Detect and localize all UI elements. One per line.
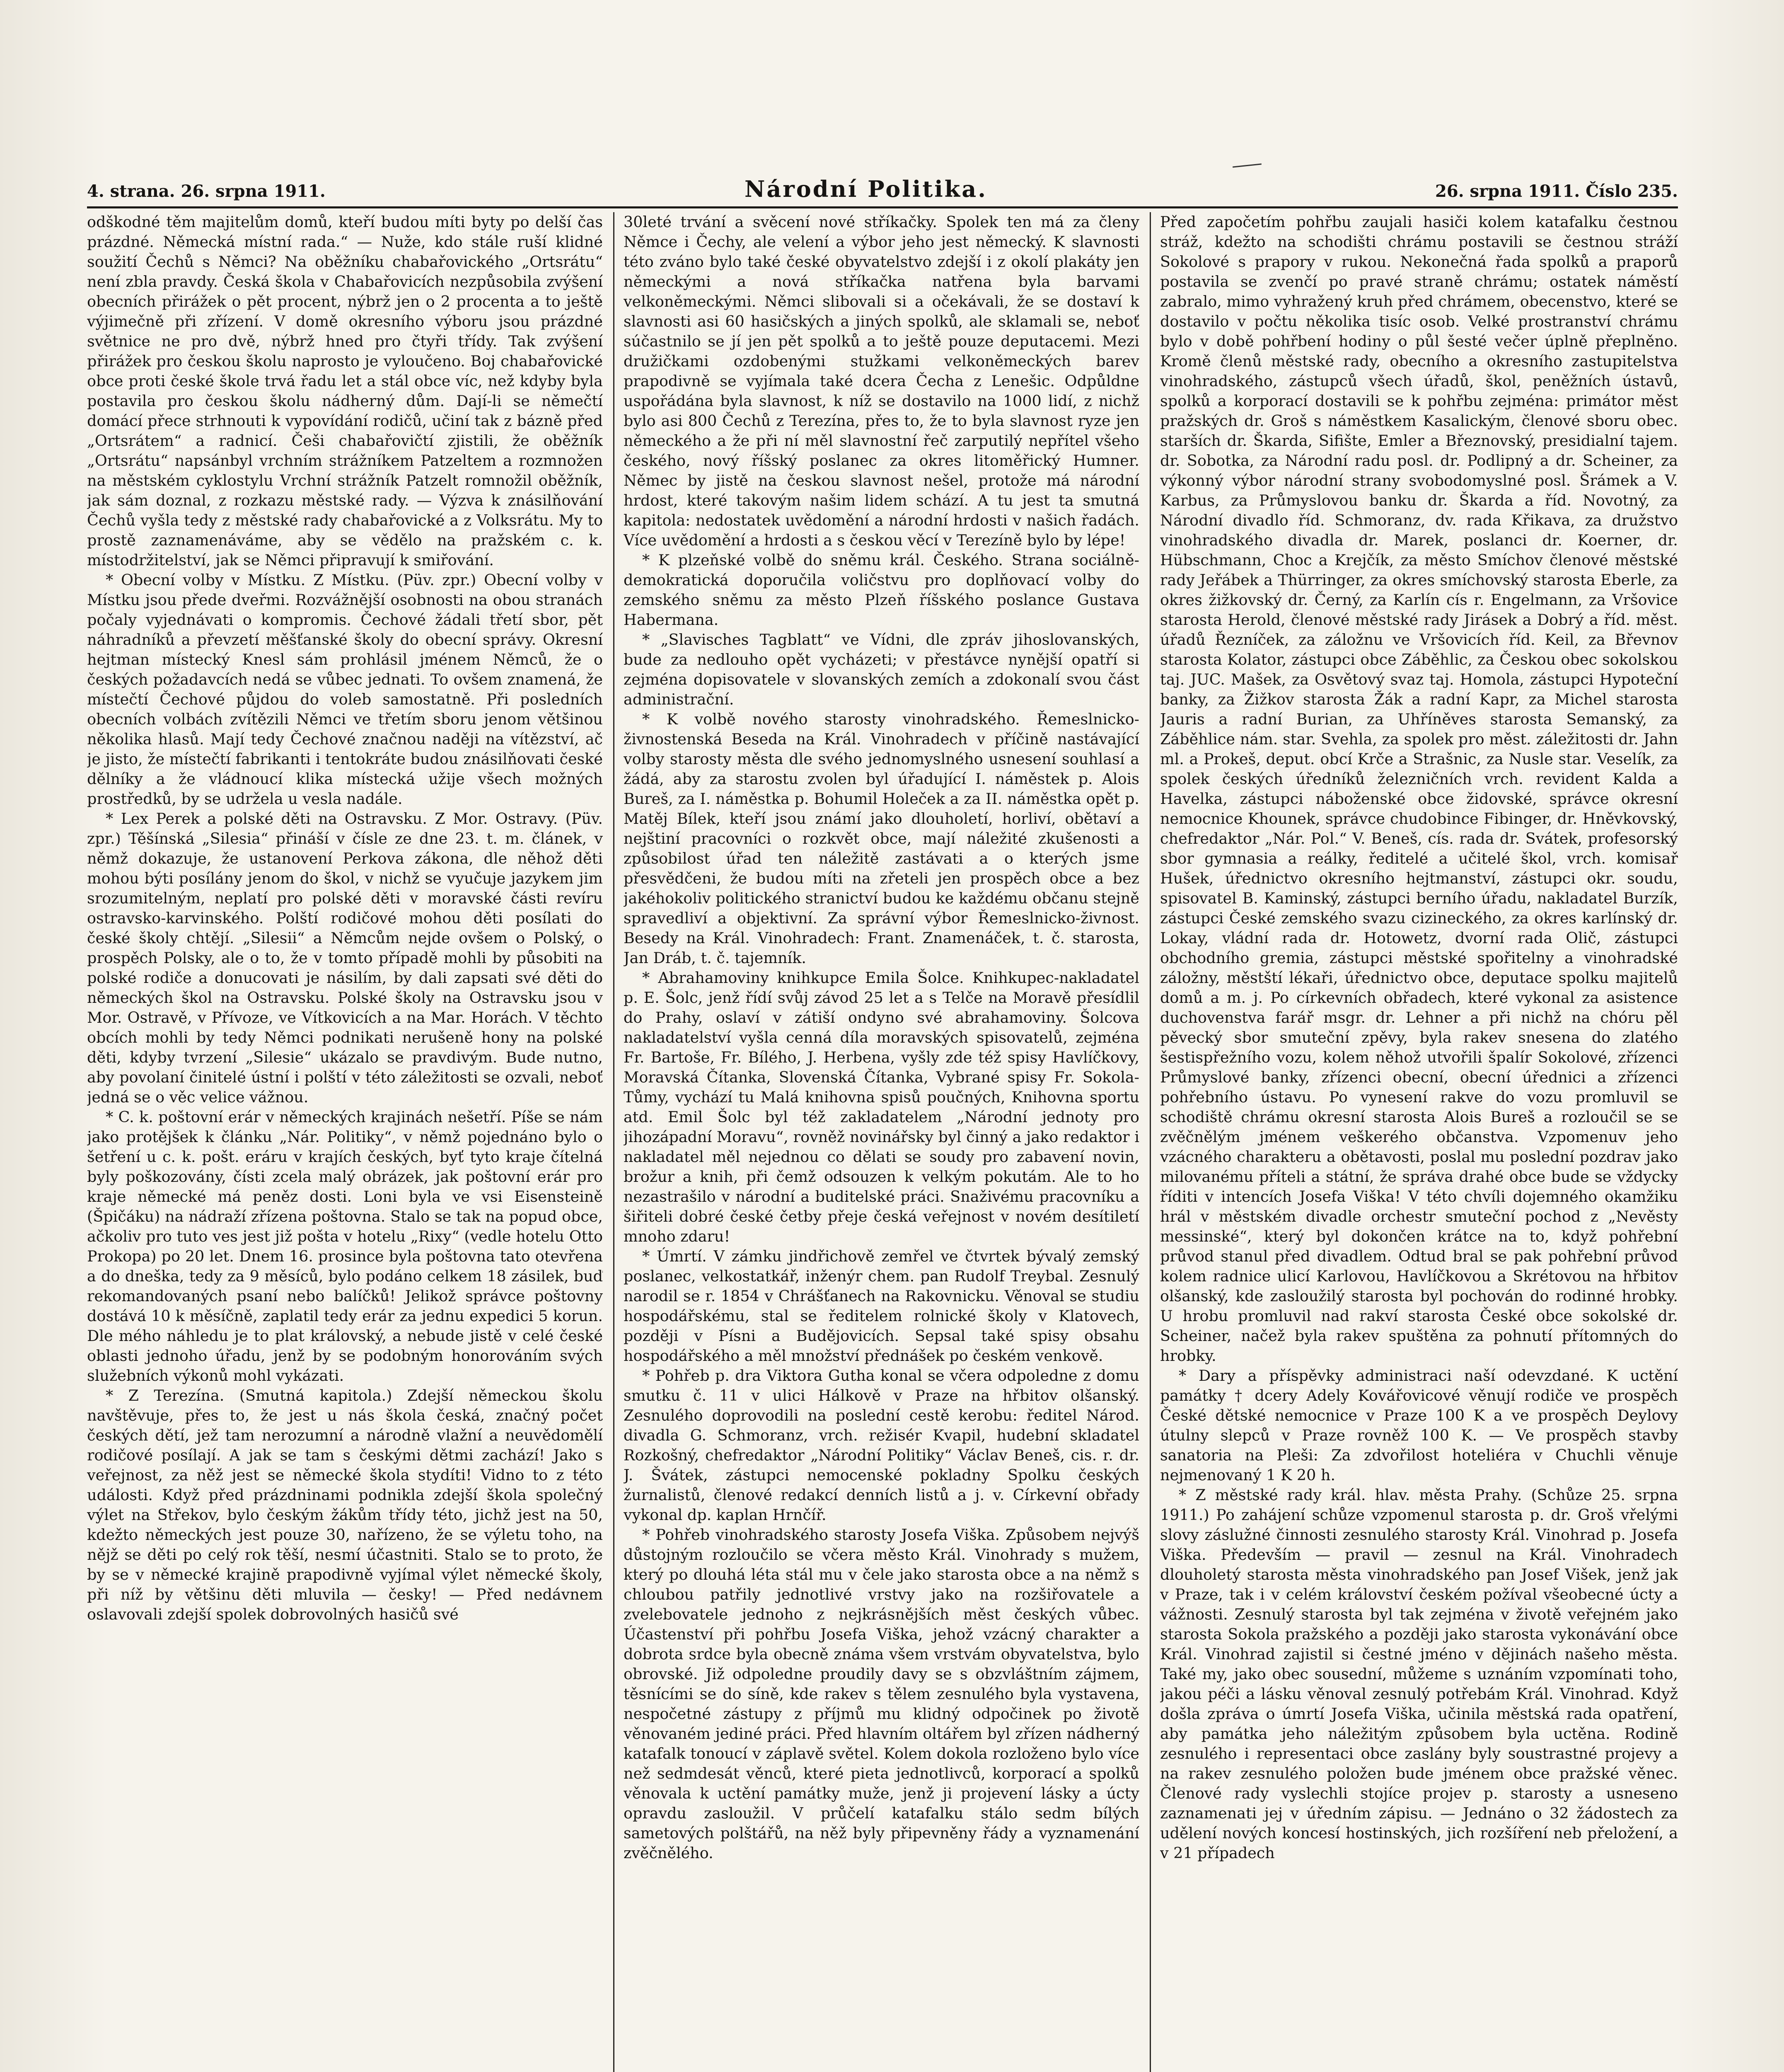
article-continued-pohreb: Před započetím pohřbu zaujali hasiči kolem katafalku čestnou stráž, kdežto na schodišti chrámu postavili se čestnou stráží Sokolové s prapory v rukou. Nekonečná řada spolků a praporů postavila se zvenčí po pravé straně chrámu; ostatek náměstí zabralo, mimo vyhražený kruh před chrámem, obecenstvo, které se dostavilo v počtu několika tisíc osob. Velké prostranství chrámu bylo v době pohřbení hodiny o půl šesté večer úplně přeplněno. Kromě členů městské rady, obecního a okresního zastupitelstva vinohradského, zástupců všech úřadů, škol, peněžních ústavů, spolků a korporací dostavili se k pohřbu zejména: primátor měst pražských dr. Groš s náměstkem Kasalickým, členové sboru obec. starších dr. Škarda, Sifište, Emler a Březnovský, presidialní tajem. dr. Sobotka, za Národní radu posl. dr. Podlipný a dr. Scheiner, za výkonný výbor národní strany svobodomyslné posl. Šrámek a V. Karbus, za Průmyslovou banku dr. Škarda a říd. Novotný, za Národní divadlo říd. Schmoranz, dv. rada Křikava, za družstvo vinohradského divadla dr. Marek, poslanci dr. Koerner, dr. Hübschmann, Choc a Krejčík, za město Smíchov členové městské rady Jeřábek a Thürringer, za okres smíchovský starosta Eberle, za okres žižkovský dr. Černý, za Karlín cís r. Engelmann, za Vršovice starosta Herold, členové městské rady Jirásek a Dobrý a říd. měst. úřadů Řezníček, za záložnu ve Vršovicích říd. Keil, za Břevnov starosta Kolator, zástupci obce Záběhlic, za Českou obec sokolskou taj. JUC. Mašek, za Osvětový svaz taj. Homola, zástupci Hypoteční banky, za Žižkov starosta Žák a radní Kapr, za Michel starosta Jauris a radní Burian, za Uhříněves starosta Semanský, za Záběhlice nám. star. Svehla, za spolek pro měst. záležitosti dr. Jahn ml. a Prokeš, deput. obcí Krče a Strašnic, za Nusle star. Veselík, za spolek českých úředníků železničních vrch. revident Kalda a Havelka, zástupci náboženské obce židovské, správce okresní nemocnice Khounek, správce chudobince Fibinger, dr. Hněvkovský, chefredaktor „Nár. Pol.“ V. Beneš, cís. rada dr. Svátek, profesorský sbor gymnasia a reálky, ředitelé a učitelé škol, vrch. komisař Hušek, úřednictvo okresního hejtmanství, zástupci okr. soudu, spisovatel B. Kaminský, zástupci berního úřadu, nakladatel Burzík, zástupci České zemského svazu cizineckého, za okres karlínský dr. Lokay, vládní rada dr. Hotowetz, dvorní rada Olič, zástupci obchodního gremia, zástupci městské spořitelny a vinohradské záložny, městští lékaři, úřednictvo obce, deputace spolku majitelů domů a m. j. Po církevních obřadech, které vykonal za asistence duchovenstva farář msgr. dr. Lehner a při nichž na chóru pěl pěvecký sbor smuteční zpěvy, byla rakev snesena do zlatého šestispřežního vozu, kolem něhož utvořili špalír Sokolové, zřízenci Průmyslové banky, zřízenci obecní, obecní úřednici a zřízenci pohřebního ústavu. Po vynesení rakve do vozu promluvil se schodiště chrámu okresní starosta Alois Bureš a rozloučil se se zvěčnělým jménem veškerého občanstva. Vzpomenuv jeho vzácného charakteru a obětavosti, poslal mu poslední pozdrav jako milovanému příteli a státní, že správa drahé obce bude se vždycky říditi v intencích Josefa Viška! V této chvíli dojemného okamžiku hrál v městském divadle orchestr smuteční pochod z „Nevěsty messinské“, který byl dokončen krátce na to, když pohřební průvod stanul před divadlem. Odtud bral se pak pohřební průvod kolem radnice ulicí Karlovou, Havlíčkovou a Skrétovou na hřbitov olšanský, kde zasloužilý starosta byl pochován do rodinné hrobky. U hrobu promluvil nad rakví starosta České obce sokolské dr. Scheiner, načež byla rakev spuštěna za pohnutí přítomných do hrobky. [1160,213,1678,1365]
header-rule [87,206,1678,208]
article-pohreb-visek: * Pohřeb vinohradského starosty Josefa Viška. Způsobem nejvýš důstojným rozloučilo se včera město Král. Vinohrady s mužem, který po dlouhá léta stál mu v čele jako starosta obce a na němž s chloubou patřily jednotlivé vrstvy jako na rozšiřovatele a zvelebovatele jednoho z nejkrásnějších měst českých vůbec. Účastenství při pohřbu Josefa Viška, jehož vzácný charakter a dobrota srdce byla obecně známa všem vrstvám obyvatelstva, bylo obrovské. Již odpoledne proudily davy se s obzvláštním zájmem, těsnícími se do síně, kde rakev s tělem zesnulého byla vystavena, nespočetné zástupy z příjmů mu klidný odpočinek po životě věnovaném jediné práci. Před hlavním oltářem byl zřízen nádherný katafalk tonoucí v záplavě světel. Kolem dokola rozloženo bylo více než sedmdesát věnců, které pieta jednotlivců, korporací a spolků věnovala k uctění památky muže, jenž ji projevení lásky a úcty opravdu zasloužil. V průčelí katafalku stálo sedm bílých sametových polštářů, na něž byly připevněny řády a vyznamenání zvěčnělého. [624,1526,1139,1862]
newspaper-title: Národní Politika. [744,176,987,202]
column-divider-1 [613,212,614,2072]
article-continued-chabarovice: odškodné těm majitelům domů, kteří budou míti byty po delší čas prázdné. Německá místní rada.“ — Nuže, kdo stále ruší klidné soužití Čechů s Němci? Na oběžníku chabařovického „Ortsrátu“ není zbla pravdy. Česká škola v Chabařovicích nezpůsobila zvýšení obecních přirážek o pět procent, nýbrž jen o 2 procenta a to ještě výjimečně při zřízení. V domě okresního výboru jsou prázdné světnice ne pro dvě, nýbrž hned pro čtyři třídy. Tak zvýšení přirážek pro českou školu naprosto je vyloučeno. Boj chabařovické obce proti české škole trvá řadu let a stál obce víc, než kdyby byla postavila pro českou školu nádherný dům. Dají-li se němečtí domácí přece strhnouti k vypovídání rodičů, učiní tak z bázně před „Ortsrátem“ a radnicí. Češi chabařovičtí zjistili, že oběžník „Ortsrátu“ napsánbyl vrchním strážníkem Patzeltem a rozmnožen na městském cyklostylu Vrchní strážník Patzelt romnožil oběžník, jak sám doznal, z rozkazu městské rady. — Výzva k znásilňování Čechů vyšla tedy z městské rady chabařovické a z Volksrátu. My to prostě zaznamenáváme, aby se vědělo na pražském c. k. místodržitelství, jak se Němci připravují k smiřování. [87,213,603,569]
header-right-date-issue: 26. srpna 1911. Číslo 235. [1435,182,1678,201]
column-divider-2 [1150,212,1151,2072]
article-obecni-volby-mistek: * Obecní volby v Místku. Z Místku. (Püv. zpr.) Obecní volby v Místku jsou přede dveřmi. Rozvážnější osobnosti na obou stranách počaly vyjednávati o kompromis. Čechové žádali třetí sbor, pět náhradníků a převzetí měšťanské školy do obecní správy. Okresní hejtman místecký Knesl sám prohlásil jménem Němců, že o českých požadavcích nedá se vůbec jednati. To ovšem znamená, že místečtí Čechové půjdou do voleb samostatně. Při posledních obecních volbách zvítězili Němci ve třetím sboru jenom většinou několika hlasů. Mají tedy Čechové značnou naději na vítězství, ač je jisto, že místečtí fabrikanti i tentokráte budou znásilňovati české dělníky a že vládnoucí klika místecká užije všech možných prostředků, by se udržela u vesla nadále. [87,571,603,808]
article-postovni-erar: * C. k. poštovní erár v německých krajinách nešetří. Píše se nám jako protějšek k článku „Nár. Politiky“, v němž pojednáno bylo o šetření u c. k. pošt. eráru v krajích českých, byť tyto kraje čítelná byly poškozovány, čísti zcela malý obrázek, jak poštovní erár pro kraje německé má peněz dosti. Loni byla ve vsi Eisensteině (Špičáku) na nádraží zřízena poštovna. Stalo se tak na popud obce, ačkoliv pro tuto ves jest již pošta v hotelu „Rixy“ (vedle hotelu Otto Prokopa) po 20 let. Dnem 16. prosince byla poštovna tato otevřena a do dneška, tedy za 9 měsíců, bylo podáno celkem 18 zásilek, buď rekomandovaných psaní nebo balíčků! Jelikož správce poštovny dostává 10 k měsíčně, zaplatil tedy erár za jednu expedici 5 korun. Dle mého náhledu je to plat královský, a nebude jistě v celé české oblasti jednoho úřadu, jenž by se podobným honorováním svých služebních výkonů mohl vykázati. [87,1108,603,1385]
ink-mark [1233,163,1262,167]
article-lex-perek: * Lex Perek a polské děti na Ostravsku. Z Mor. Ostravy. (Püv. zpr.) Těšínská „Silesia“ přináší v čísle ze dne 23. t. m. článek, v němž dokazuje, že ustanovení Perkova zákona, dle něhož děti mohou býti posílány jenom do škol, v nichž se vyučuje jazykem jim srozumitelným, neplatí pro polské děti v moravské části revíru ostravsko-karvinského. Polští rodičové mohou děti posílati do české školy chtějí. „Silesii“ a Němcům nejde ovšem o Polský, o prospěch Polsky, ale o to, že v tomto případě mohli by působiti na polské rodiče a donucovati je násilím, by dali zapsati své děti do německých škol na Ostravsku. Polské školy na Ostravsku jsou v Mor. Ostravě, v Přívoze, ve Vítkovicích a na Mar. Horách. V těchto obcích mohli by tedy Němci podnikati nerušeně hony na polské děti, kdyby tvrzení „Silesie“ ukázalo se pravdivým. Bude nutno, aby povolaní činitelé ústní i polští v této záležitosti se ozvali, neboť jedná se o věc velice vážnou. [87,810,603,1106]
article-dary: * Dary a příspěvky administraci naší odevzdané. K uctění památky † dcery Adely Kovářovicové věnují rodiče ve prospěch České dětské nemocnice v Praze 100 K a ve prospěch Deylovy útulny slepců v Praze rovněž 100 K. — Ve prospěch stavby sanatoria na Pleši: Za zdvořilost hoteliéra v Chuchli věnuje nejmenovaný 1 K 20 h. [1160,1367,1678,1484]
column-2 [624,212,1139,2072]
article-umrti: * Úmrtí. V zámku jindřichově zemřel ve čtvrtek bývalý zemský poslanec, velkostatkář, inženýr chem. pan Rudolf Treybal. Zesnulý narodil se r. 1854 v Chrášťanech na Rakovnicku. Věnoval se studiu hospodářskému, stal se ředitelem rolnické školy v Klatovech, později v Písni a Budějovicích. Sepsal také spisy obsahu hospodářského a měl množství přednášek po českém venkově. [624,1247,1139,1365]
article-z-terezina: * Z Terezína. (Smutná kapitola.) Zdejší německou školu navštěvuje, přes to, že jest u nás škola česká, značný počet českých dětí, jež tam nerozumní a národně vlažní a neuvědomělí rodičové posílají. A jak se tam s českými dětmi zachází! Jako s veřejnost, za něž jest se německé škola stydíti! Vidno to z této události. Když před prázdninami podnikla zdejší škola společný výlet na Střekov, bylo českým žákům třídy této, jichž jest na 50, kdežto německých jest pouze 30, nařízeno, že se výletu toho, na nějž se děti po celý rok těší, nesmí účastniti. Stalo se to proto, že by se v německé krajině prapodivně vyjímal výlet německé školy, při níž by většinu děti mluvila — česky! — Před nedávnem oslavovali zdejší spolek dobrovolných hasičů své [87,1387,603,1623]
article-abrahamoviny: * Abrahamoviny knihkupce Emila Šolce. Knihkupec-nakladatel p. E. Šolc, jenž řídí svůj závod 25 let a s Telče na Moravě přesídlil do Prahy, oslaví v zátiší ondyno své abrahamoviny. Šolcova nakladatelství vyšla cenná díla moravských spisovatelů, zejména Fr. Bartoše, Fr. Bílého, J. Herbena, vyšly zde též spisy Havlíčkovy, Moravská Čítanka, Slovenská Čítanka, Vybrané spisy Fr. Sokola-Tůmy, vychází tu Malá knihovna spisů poučných, Knihovna sportu atd. Emil Šolc byl též zakladatelem „Národní jednoty pro jihozápadní Moravu“, rovněž novinářsky byl činný a jako redaktor i nakladatel měl nejednou co dělati se soudy pro zabavení novin, brožur a knih, při čemž odsouzen k velkým pokutám. Ale to ho nezastrašilo v národní a buditelské práci. Snaživému pracovníku a šiřiteli dobré české četby přeje česká veřejnost v novém desítiletí mnoho zdaru! [624,969,1139,1245]
column-1 [87,212,603,2072]
article-mestska-rada: * Z městské rady král. hlav. města Prahy. (Schůze 25. srpna 1911.) Po zahájení schůze vzpomenul starosta p. dr. Groš vřelými slovy záslužné činnosti zesnulého starosty Král. Vinohrad p. Josefa Viška. Především — pravil — zesnul na Král. Vinohradech dlouholetý starosta města vinohradského pan Josef Višek, jenž jak v Praze, tak i v celém království českém požíval všeobecné úcty a vážnosti. Zesnulý starosta byl tak zejména v životě veřejném jako starosta Sokola pražského a později jako starosta vykonávání obce Král. Vinohrad zajistil si čestné jméno v dějinách našeho města. Také my, jako obec sousední, můžeme s uznáním vzpomínati toho, jakou péči a lásku věnoval zesnulý potřebám Král. Vinohrad. Když došla zpráva o úmrtí Josefa Viška, učinila městská rada opatření, aby památka jeho náležitým způsobem byla uctěna. Rodině zesnulého i representaci obce zaslány byly soustrastné projevy a na rakev zesnulého položen bude jménem obce pražské věnec. Členové rady vyslechli stojíce projev p. starosty a usneseno zaznamenati jej v úředním zápisu. — Jednáno o 32 žádostech za udělení nových koncesí hostinských, jich rozšíření neb přeložení, a v 21 případech [1160,1486,1678,1862]
header-left-page-date: 4. strana. 26. srpna 1911. [87,182,326,201]
masthead [87,173,1678,206]
article-volba-starosty: * K volbě nového starosty vinohradského. Řemeslnicko-živnostenská Beseda na Král. Vinohradech v příčině nastávající volby starosty města dle svého jednomyslného usnesení souhlasí a žádá, aby za starostu zvolen byl úřadující I. náměstek p. Alois Bureš, za I. náměstka p. Bohumil Holeček a za II. náměstka opět p. Matěj Bílek, kteří jsou známí jako dlouholetí, horliví, obětaví a nejštiní pracovníci o rozkvět obce, mají náležité zkušenosti a způsobilost úřad ten náležitě zastávati a o kterých jsme přesvědčeni, že budou míti na zřeteli jen prospěch obce a bez jakéhokoliv politického stranictví budou ke každému občanu stejně spravedliví a objektivní. Za správní výbor Řemeslnicko-živnost. Besedy na Král. Vinohradech: Frant. Znamenáček, t. č. starosta, Jan Dráb, t. č. tajemník. [624,710,1139,967]
article-pohreb-guth: * Pohřeb p. dra Viktora Gutha konal se včera odpoledne z domu smutku č. 11 v ulici Hálkově v Praze na hřbitov olšanský. Zesnulého doprovodili na poslední cestě kerobu: ředitel Národ. divadla G. Schmoranz, vrch. režisér Kvapil, hudební skladatel Rozkošný, chefredaktor „Národní Politiky“ Václav Beneš, cis. r. dr. J. Švátek, zástupci nemocenské pokladny Spolku českých žurnalistů, členové redakcí denních listů a j. v. Církevní obřady vykonal dp. kaplan Hrnčíř. [624,1367,1139,1524]
column-3 [1160,212,1678,2072]
article-plzenska-volba: * K plzeňské volbě do sněmu král. Českého. Strana sociálně-demokratická doporučila voličstvu pro doplňovací volby do zemského sněmu za město Plzeň říšského poslance Gustava Habermana. [624,551,1139,629]
article-continued-terezin: 30leté trvání a svěcení nové stříkačky. Spolek ten má za členy Němce i Čechy, ale velení a výbor jeho jest německý. K slavnosti této zváno bylo také české obyvatelstvo zdejší i z okolí plakáty jen německými a nová stříkačka natřena byla barvami velkoněmeckými. Němci slibovali si a očekávali, že se dostaví k slavnosti asi 60 hasičských a jiných spolků, ale sklamali se, neboť súčastnilo se jí jen pět spolků a to ještě pouze deputacemi. Mezi družičkami ozdobenými stužkami velkoněmeckých barev prapodivně se vyjímala také dcera Čecha z Lenešic. Odpůldne uspořádána byla slavnost, k níž se dostavilo na 1000 lidí, z nichž bylo asi 800 Čechů z Terezína, přes to, že to byla slavnost ryze jen německého a že při ní měl slavnostní řeč zarputilý nepřítel všeho českého, nový říšský poslanec za okres litoměřický Humner. Němec by jistě na českou slavnost nešel, protože má národní hrdost, které takovým našim lidem schází. A tu jest ta smutná kapitola: nedostatek uvědomění a národní hrdosti v našich řadách. Více uvědomění a hrdosti a s českou věcí v Terezíně bylo by lépe! [624,213,1139,549]
article-slavisches-tagblatt: * „Slavisches Tagblatt“ ve Vídni, dle zpráv jihoslovanských, bude za nedlouho opět vycházeti; v přestávce nynější opatří si zejména dopisovatele v slovanských zemích a zdokonalí svou část administrační. [624,631,1139,708]
